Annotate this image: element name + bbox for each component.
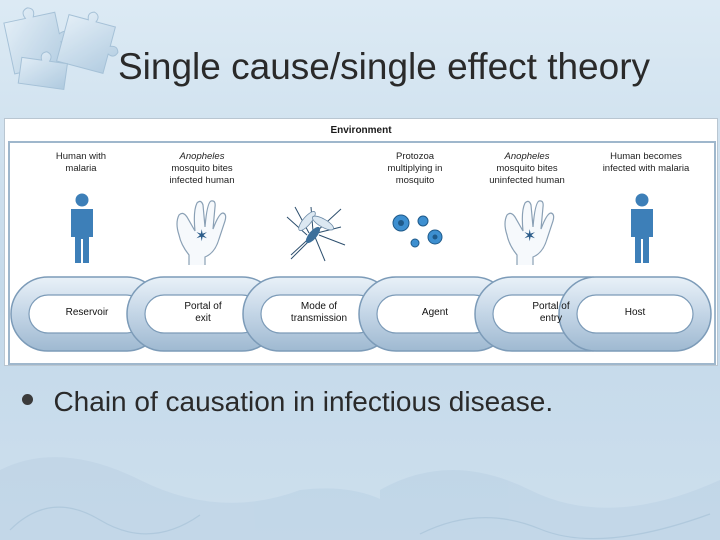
caption-line: Protozoa xyxy=(395,151,435,162)
caption-line: Human becomes xyxy=(610,151,682,162)
environment-label: Environment xyxy=(330,125,392,136)
caption-line: Human with xyxy=(55,151,107,162)
stage-caption-protozoa-multiplying xyxy=(355,151,475,187)
stage-caption-human-with-malaria xyxy=(21,151,141,175)
svg-text:✶: ✶ xyxy=(523,226,537,245)
chain-label-line: Host xyxy=(624,307,646,318)
caption-line: mosquito bites xyxy=(496,163,558,174)
chain-label-reservoir xyxy=(42,307,132,319)
chain-label-line: Portal of xyxy=(532,301,570,312)
stage-caption-mosquito-bites-infected xyxy=(142,151,262,187)
bullet-text: Chain of causation in infectious disease. xyxy=(53,386,554,417)
bullet-icon xyxy=(22,394,33,405)
chain-label-mode-of-transmission xyxy=(274,301,364,325)
chain-label-line: entry xyxy=(539,313,563,324)
chain-label-host xyxy=(590,307,680,319)
protozoa-icon xyxy=(389,211,449,255)
chain-label-line: Portal of xyxy=(184,301,222,312)
slide-title: Single cause/single effect theory xyxy=(118,46,651,87)
chain-label-portal-of-exit xyxy=(158,301,248,325)
puzzle-background-decoration xyxy=(0,430,720,540)
mosquito-icon xyxy=(283,203,349,263)
stage-caption-human-becomes-infected xyxy=(586,151,706,175)
stage-caption-mosquito-bites-uninfected xyxy=(467,151,587,187)
caption-line: multiplying in xyxy=(387,163,443,174)
caption-line: mosquito xyxy=(395,175,435,186)
hand-bite-icon xyxy=(173,195,235,265)
caption-line: infected with malaria xyxy=(602,163,690,174)
chain-label-portal-of-entry xyxy=(506,301,596,325)
chain-label-line: transmission xyxy=(290,313,348,324)
svg-text:✶: ✶ xyxy=(195,226,209,245)
chain-label-line: exit xyxy=(195,313,211,324)
chain-label-line: Agent xyxy=(421,307,449,318)
chain-label-agent xyxy=(390,307,480,319)
puzzle-pieces-decoration xyxy=(0,0,130,100)
bullet-item xyxy=(22,386,553,418)
hand-bite-icon xyxy=(501,195,563,265)
chain-label-line: Reservoir xyxy=(65,307,109,318)
caption-line: uninfected human xyxy=(489,175,565,186)
caption-line: malaria xyxy=(65,163,97,174)
caption-species-name: Anopheles xyxy=(504,151,550,162)
person-icon xyxy=(65,193,99,265)
caption-line: infected human xyxy=(169,175,235,186)
chain-label-line: Mode of xyxy=(300,301,338,312)
caption-line: mosquito bites xyxy=(171,163,233,174)
person-icon xyxy=(625,193,659,265)
chain-of-causation-diagram xyxy=(4,118,718,366)
caption-species-name: Anopheles xyxy=(179,151,225,162)
